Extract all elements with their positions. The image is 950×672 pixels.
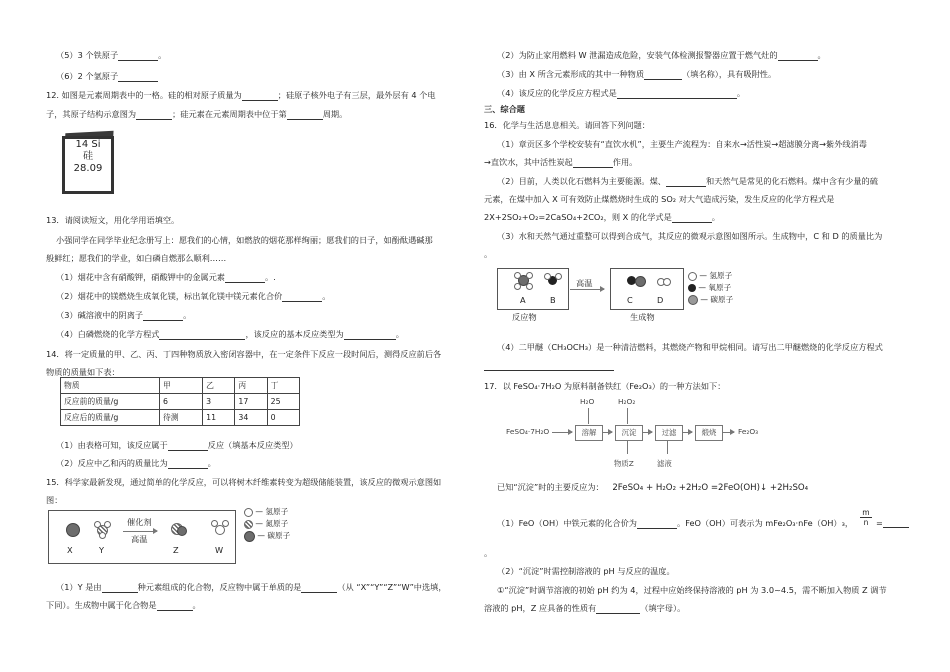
q15-line2: 图： — [46, 495, 63, 505]
table-cell: 0 — [267, 410, 299, 426]
q17-1-end: 。 — [484, 548, 493, 558]
q11-5: （5）3 个铁原子 。 — [56, 50, 167, 60]
flow-output-filtrate: 滤液 — [657, 459, 672, 468]
flow-end: Fe₂O₃ — [738, 427, 759, 436]
flow-step-filter: 过滤 — [655, 425, 683, 441]
table-header-cell: 丁 — [267, 378, 299, 394]
q13-3: （3）碱溶液中的阴离子 。 — [56, 310, 192, 320]
q13-title: 13．请阅读短文，用化学用语填空。 — [46, 215, 180, 225]
condition-label: 高温 — [576, 278, 593, 288]
hydrogen-icon — [688, 272, 697, 281]
legend-item: — 碳原子 — [244, 530, 290, 542]
q13-1: （1）烟花中含有硝酸钾，硝酸钾中的金属元素 。. — [56, 272, 276, 282]
legend-item: — 碳原子 — [688, 294, 733, 306]
flow-input-h2o2: H₂O₂ — [618, 397, 636, 406]
q17-title: 17．以 FeSO₄·7H₂O 为原料制备铁红（Fe₂O₃）的一种方法如下： — [484, 381, 726, 391]
table-row — [61, 410, 300, 426]
q14-line1: 14．将一定质量的甲、乙、丙、丁四种物质放入密闭容器中，在一定条件下反应一段时间后，测得反应前后各 — [46, 349, 442, 359]
q13-2: （2）烟花中的镁燃烧生成氧化镁，标出氧化镁中镁元素化合价 。 — [56, 291, 331, 301]
legend-item: — 氮原子 — [244, 518, 290, 530]
reactants-box — [497, 268, 569, 310]
hydrogen-icon — [244, 508, 253, 517]
table-cell: 反应后的质量/g — [61, 410, 160, 426]
catalyst-label: 催化剂 — [127, 517, 152, 527]
fraction-m-over-n: m n — [860, 508, 872, 527]
q16-1-line1: （1）章贡区多个学校安装有“直饮水机”，主要生产流程为：自来水→活性炭→超滤膜分离→紫外线消毒 — [497, 139, 867, 149]
q16-2-line1: （2）目前，人类以化石燃料为主要能源。煤、 和天然气是常见的化石燃料。煤中含有少量的硫 — [497, 176, 878, 186]
q17-1: （1）FeO（OH）中铁元素的化合价为 。FeO（OH）可表示为 mFe₂O₃·nFe（OH）₃， — [497, 518, 854, 528]
hydrogen-atom — [211, 520, 218, 527]
q13-4: （4）白磷燃烧的化学方程式 ，该反应的基本反应类型为 。 — [56, 329, 404, 339]
flow-input-z: 物质Z — [614, 459, 634, 468]
reactants-label: 反应物 — [512, 312, 537, 322]
table-header-cell: 甲 — [160, 378, 203, 394]
flow-step-calcine: 煅烧 — [695, 425, 723, 441]
table-cell: 3 — [203, 394, 235, 410]
q11-6: （6）2 个氩原子 — [56, 71, 158, 82]
q16-3-line1: （3）水和天然气通过重整可以得到合成气，其反应的微观示意图如图所示。生成物中，C 和 D 的质量比为 — [497, 231, 883, 241]
flow-arrow — [722, 432, 734, 433]
hydrogen-atom — [514, 283, 521, 290]
table-header-cell: 物质 — [61, 378, 160, 394]
q15-1-line2: 下同）。生成物中属于化合物是 。 — [46, 600, 201, 610]
q14-line2: 物质的质量如下表： — [46, 367, 120, 377]
label-z: Z — [173, 545, 179, 555]
products-label: 生成物 — [630, 312, 655, 322]
flow-input-water: H₂O — [580, 397, 595, 406]
label-y: Y — [99, 545, 105, 555]
table-header-cell: 丙 — [235, 378, 267, 394]
table-cell: 34 — [235, 410, 267, 426]
q15-line1: 15．科学家最新发现，通过简单的化学反应，可以将树木纤维素转变为超级储能装置，该反应的微观示意图如 — [46, 477, 442, 487]
legend-item: — 氧原子 — [688, 282, 733, 294]
q12-line2: 子，其原子结构示意图为 ；硅元素在元素周期表中位于第 周期。 — [46, 109, 348, 119]
q16-2-line2: 元素，在煤中加入 X 可有效防止煤燃烧时生成的 SO₂ 对大气造成污染，发生反应的化学方程式是 — [484, 194, 835, 204]
flow-arrow — [588, 408, 589, 424]
q16-legend — [688, 270, 733, 306]
table-header-row — [61, 378, 300, 394]
flow-arrow — [602, 432, 612, 433]
q17-2-1b: 溶液的 pH，Z 应具备的性质有 （填字母）。 — [484, 603, 686, 613]
hydrogen-atom — [544, 273, 551, 280]
oxygen-icon — [688, 284, 696, 292]
table-cell: 11 — [203, 410, 235, 426]
q12-line1: 12. 如图是元素周期表中的一格。硅的相对原子质量为 ；硅原子核外电子有三层，最外层有 4 个电 — [46, 90, 436, 100]
hydrogen-atom — [94, 521, 101, 528]
carbon-atom-x — [66, 523, 80, 537]
flow-arrow — [682, 432, 692, 433]
label-a: A — [520, 295, 526, 305]
q13-passage-2: 般鲜红；愿我们的学业，如白磷自燃那么顺利…… — [46, 253, 227, 263]
flow-step-precipitate: 沉淀 — [615, 425, 643, 441]
table-cell: 25 — [267, 394, 299, 410]
q13-passage-1: 小强同学在同学毕业纪念册写上：愿我们的心情，如燃放的烟花那样绚丽；愿我们的日子，如酚酞遇碱那 — [56, 235, 433, 245]
table-cell: 17 — [235, 394, 267, 410]
q16-4-blank — [484, 361, 614, 371]
q16-title: 16．化学与生活息息相关。请回答下列问题： — [484, 120, 650, 130]
label-x: X — [67, 545, 73, 555]
flow-arrow — [627, 408, 628, 424]
q15-2: （2）为防止家用燃料 W 泄漏造成危险，安装气体检测报警器应置于燃气灶的 。 — [497, 50, 826, 60]
hydrogen-atom — [526, 283, 533, 290]
hydrogen-atom — [104, 521, 111, 528]
table-cell: 反应前的质量/g — [61, 394, 160, 410]
q15-4: （4）该反应的化学反应方程式是 。 — [497, 88, 746, 98]
flow-arrow — [627, 440, 628, 454]
q16-2-line3: 2X+2SO₂+O₂=2CaSO₄+2CO₂，则 X 的化学式是 。 — [484, 212, 720, 222]
periodic-table-cell-image: 14 Si 硅 28.09 — [62, 136, 114, 194]
hydrogen-atom — [222, 520, 229, 527]
reaction-arrow — [123, 531, 157, 532]
q15-3: （3）由 X 所含元素形成的其中一种物质 （填名称），具有吸附性。 — [497, 69, 777, 79]
q16-4: （4）二甲醚（CH₃OCH₃）是一种清洁燃料，其燃烧产物和甲烷相同。请写出二甲醚燃烧的化学反应方程式 — [497, 342, 883, 352]
flow-arrow — [552, 432, 572, 433]
carbon-atom — [177, 526, 187, 536]
hydrogen-atom — [555, 273, 562, 280]
section-title: 三、综合题 — [484, 104, 525, 114]
hydrogen-atom — [514, 272, 521, 279]
table-row — [61, 394, 300, 410]
q15-reaction-diagram — [48, 510, 236, 564]
mass-table — [60, 377, 300, 426]
q15-1-line1: （1）Y 是由 种元素组成的化合物，反应物中属于单质的是 （从 “X”“Y”“Z”“W”中选填， — [56, 582, 447, 592]
q17-equation: 已知“沉淀”时的主要反应为： 2FeSO₄ + H₂O₂ +2H₂O =2FeO(OH)↓ +2H₂SO₄ — [497, 482, 809, 493]
condition-label: 高温 — [131, 534, 148, 544]
label-w: W — [215, 545, 224, 555]
flow-start: FeSO₄·7H₂O — [506, 427, 550, 436]
table-cell: 待测 — [160, 410, 203, 426]
legend-item: — 氢原子 — [688, 270, 733, 282]
label-d: D — [657, 295, 664, 305]
hydrogen-atom — [99, 532, 106, 539]
q17-2: （2）“沉淀”时需控制溶液的 pH 与反应的温度。 — [497, 566, 675, 576]
flow-step-dissolve: 溶解 — [575, 425, 603, 441]
q14-2: （2）反应中乙和丙的质量比为 。 — [56, 458, 216, 468]
carbon-atom — [635, 276, 646, 287]
carbon-icon — [688, 295, 698, 305]
q17-1-eq: = — [876, 518, 909, 528]
table-cell: 6 — [160, 394, 203, 410]
carbon-icon — [244, 531, 255, 542]
reaction-arrow — [570, 289, 604, 290]
legend-item: — 氢原子 — [244, 506, 290, 518]
products-box — [610, 268, 684, 310]
flow-arrow — [667, 440, 668, 454]
hydrogen-atom — [663, 278, 671, 286]
hydrogen-atom — [526, 272, 533, 279]
q16-1-line2: →直饮水，其中活性炭起 作用。 — [484, 157, 638, 167]
q16-3-line2: 。 — [484, 249, 493, 259]
table-header-cell: 乙 — [203, 378, 235, 394]
q17-2-1: ①“沉淀”时调节溶液的初始 pH 约为 4，过程中应始终保持溶液的 pH 为 3.0~4.5，需不断加入物质 Z 调节 — [497, 585, 887, 595]
label-b: B — [550, 295, 556, 305]
nitrogen-icon — [244, 520, 253, 529]
q14-1: （1）由表格可知，该反应属于 反应（填基本反应类型） — [56, 440, 298, 450]
q15-legend — [244, 506, 290, 542]
flow-arrow — [642, 432, 652, 433]
label-c: C — [627, 295, 633, 305]
